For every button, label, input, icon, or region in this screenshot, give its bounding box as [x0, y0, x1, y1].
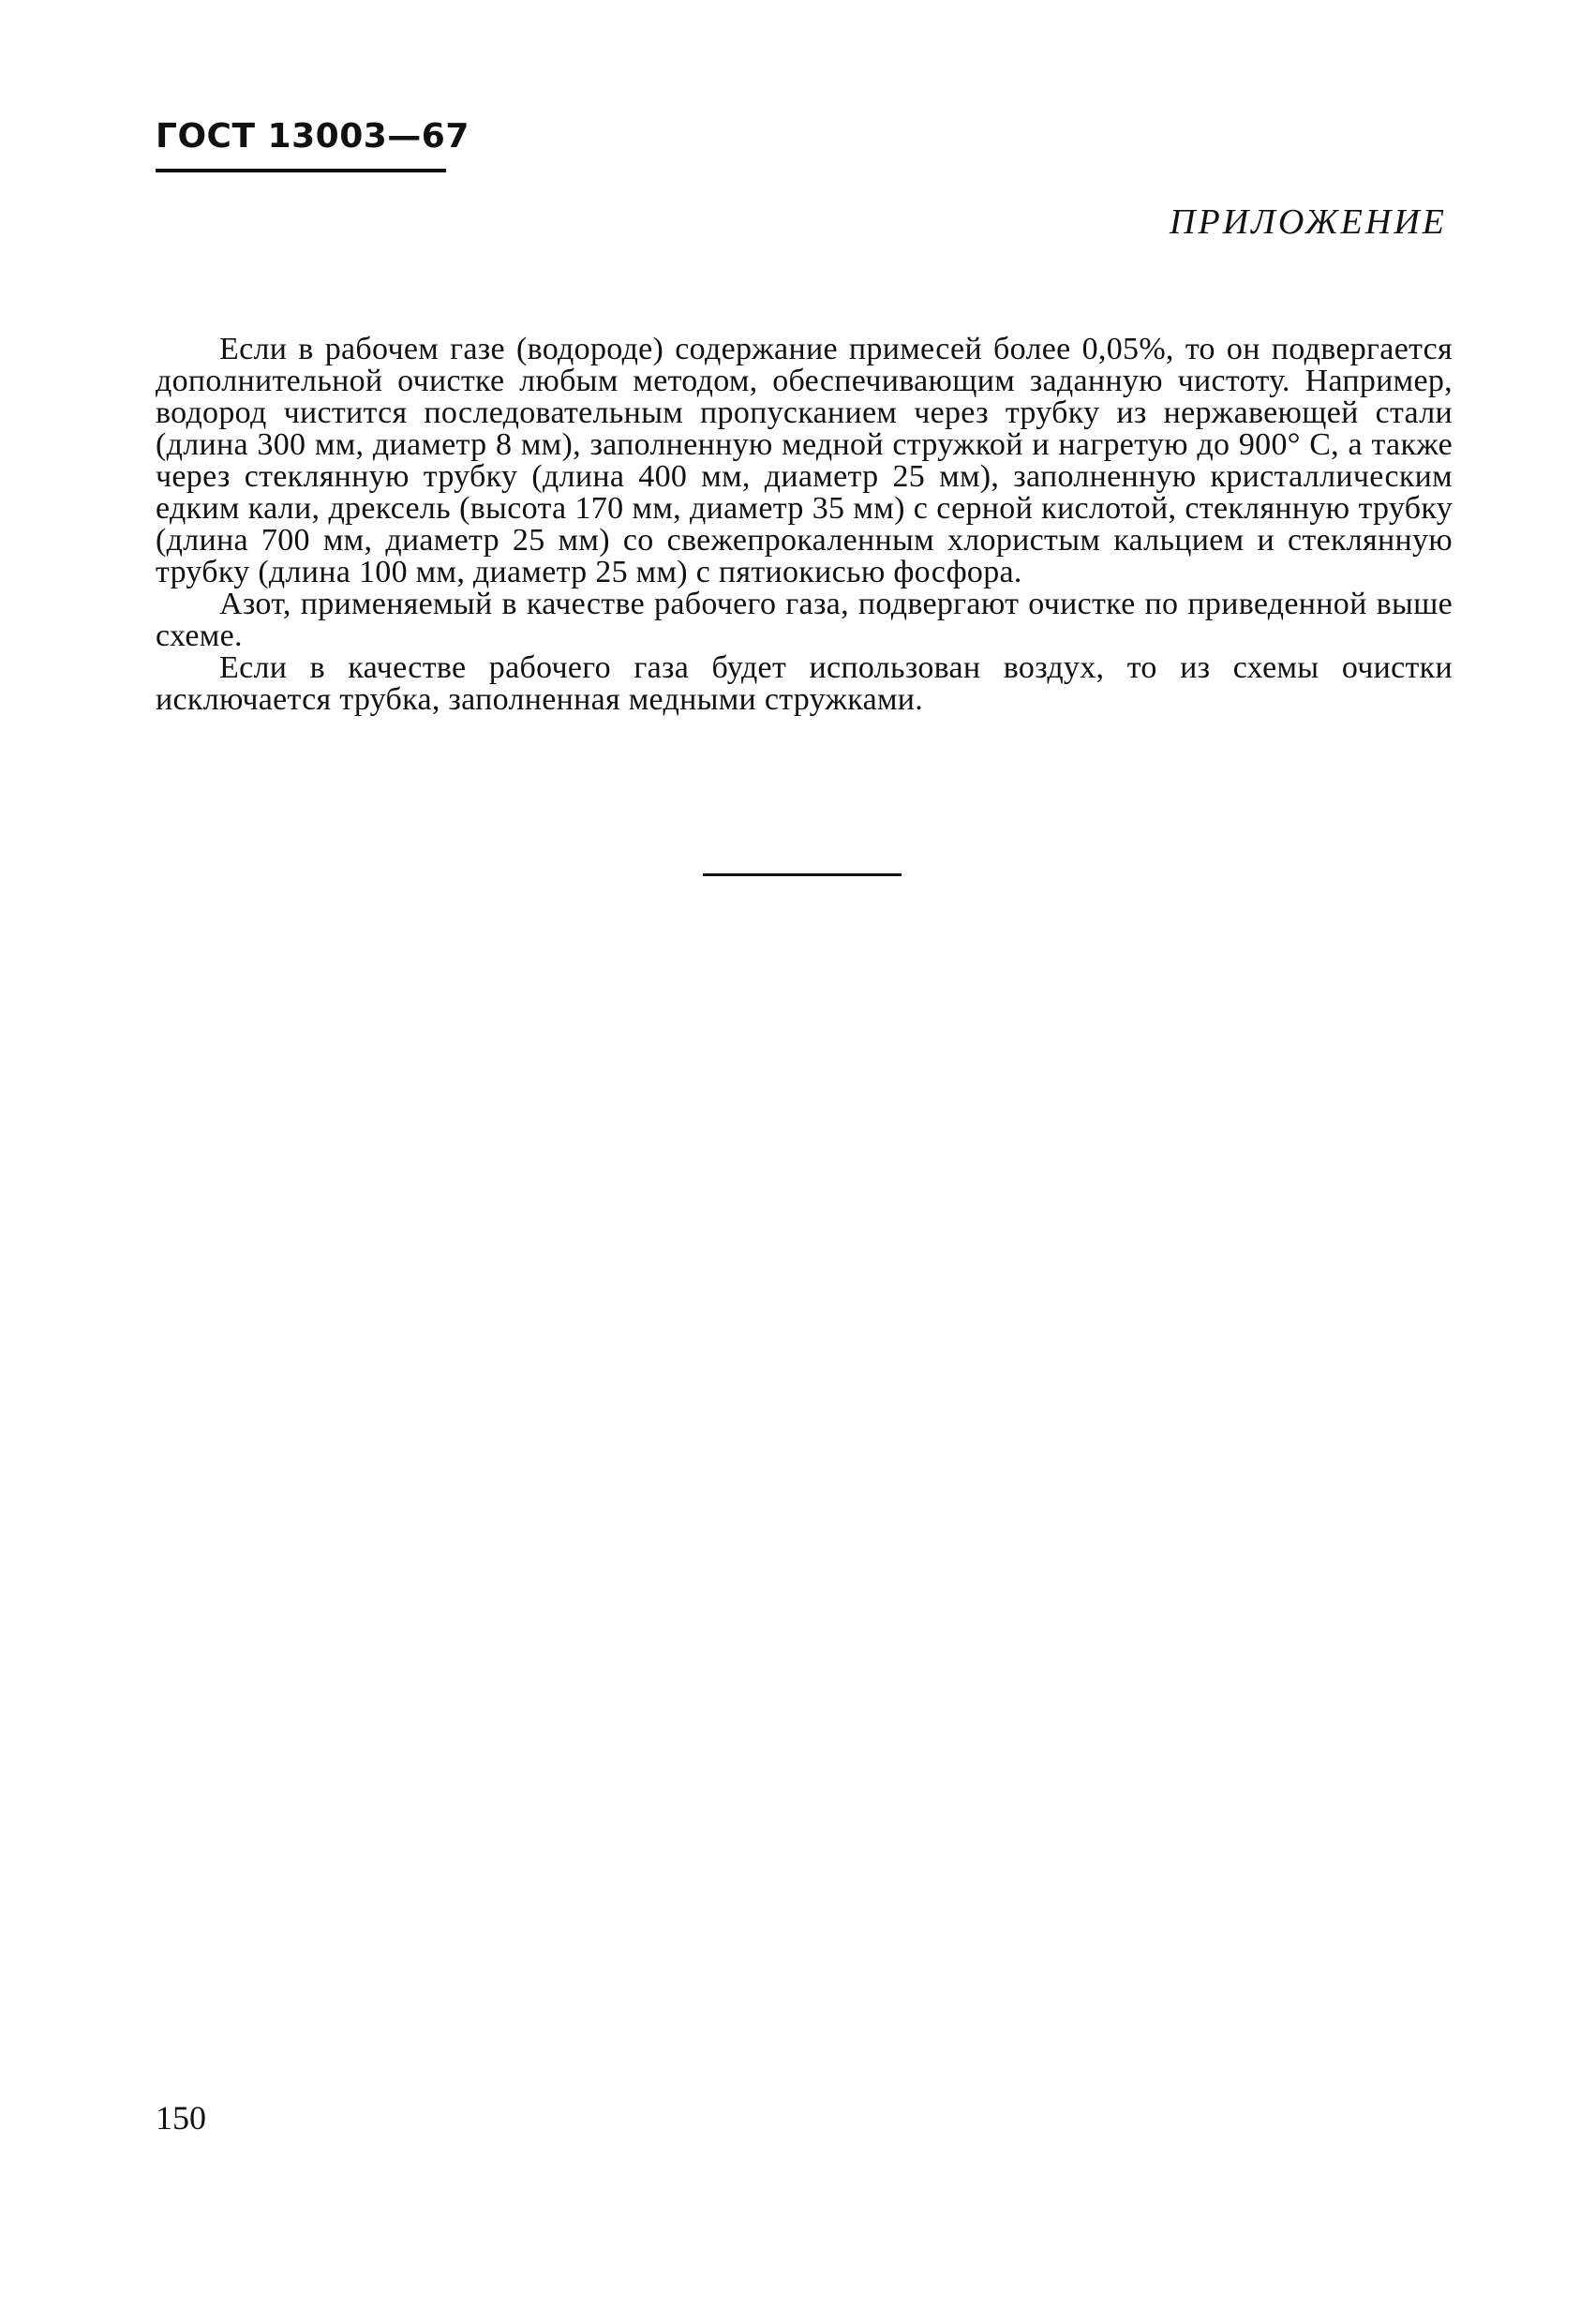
standard-code: ГОСТ 13003—67: [156, 117, 470, 156]
paragraph-hydrogen-purification: Если в рабочем газе (водороде) содержание примесей более 0,05%, то он подвергается дополнительной очистке любым методом, обеспечивающим заданную чистоту. Например, водород чистится последовательным пропусканием через трубку из нержавеющей стали (длина 300 мм, диаметр 8 мм), заполненную медной стружкой и нагретую до 900° С, а также через стеклянную трубку (длина 400 мм, диаметр 25 мм), заполненную кристаллическим едким кали, дрексель (высота 170 мм, диаметр 35 мм) с серной кислотой, стеклянную трубку (длина 700 мм, диаметр 25 мм) со свежепрокаленным хлористым кальцием и стеклянную трубку (длина 100 мм, диаметр 25 мм) с пятиокисью фосфора.: [156, 332, 1453, 589]
paragraph-air-purification: Если в качестве рабочего газа будет использован воздух, то из схемы очистки исключается трубка, заполненная медными стружками.: [156, 650, 1453, 717]
appendix-title: ПРИЛОЖЕНИЕ: [1170, 202, 1447, 242]
paragraph-nitrogen-purification: Азот, применяемый в качестве рабочего газа, подвергают очистке по приведенной выше схеме.: [156, 587, 1453, 653]
end-divider: [703, 873, 902, 876]
page-number: 150: [156, 2099, 206, 2137]
body-text: [156, 334, 1453, 716]
header-divider: [156, 169, 446, 172]
